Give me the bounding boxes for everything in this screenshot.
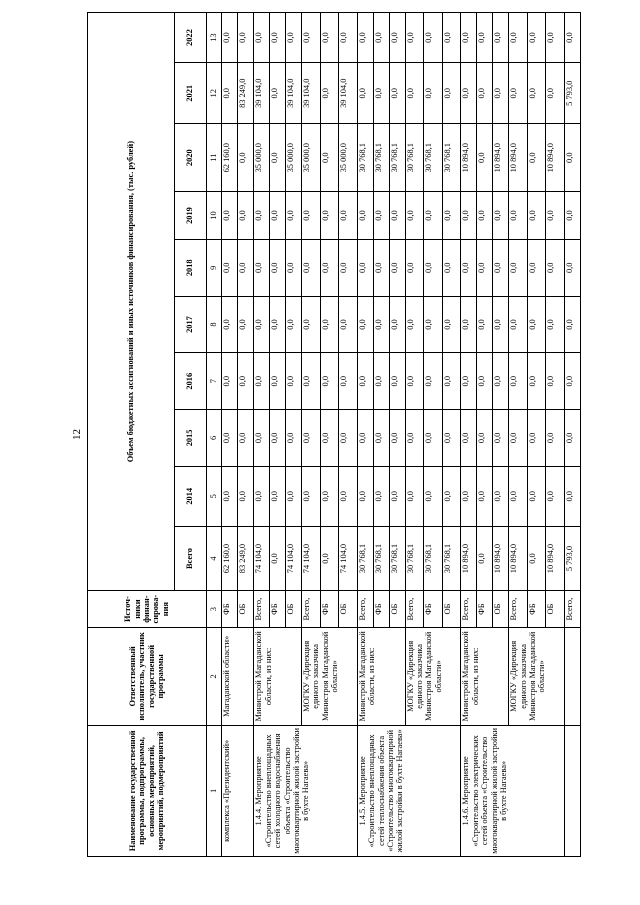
value-cell: 39 104,0: [339, 63, 358, 124]
value-cell: 0,0: [527, 124, 546, 192]
value-cell: 0,0: [302, 410, 321, 467]
index-cell: 11: [206, 124, 222, 192]
value-cell: 0,0: [527, 239, 546, 296]
value-cell: 0,0: [424, 466, 443, 526]
value-cell: 0,0: [389, 410, 405, 467]
value-cell: 10 894,0: [461, 124, 477, 192]
program-name: 1.4.5. Мероприятие «Строительство внеплощадных сетей теплоснабжения объекта «Строительство многоквартирной жилой застройки в бухте Нагаева»: [357, 725, 461, 856]
value-cell: 0,0: [424, 353, 443, 410]
value-cell: 0,0: [286, 13, 302, 63]
value-cell: 35 000,0: [254, 124, 270, 192]
value-cell: 39 104,0: [254, 63, 270, 124]
value-cell: 0,0: [302, 466, 321, 526]
value-cell: 0,0: [509, 239, 528, 296]
value-cell: 0,0: [509, 353, 528, 410]
value-cell: 74 104,0: [254, 526, 270, 590]
value-cell: 0,0: [442, 192, 461, 240]
value-cell: 10 894,0: [509, 124, 528, 192]
funding-source: ФБ: [270, 591, 286, 628]
value-cell: 5 793,0: [564, 526, 580, 590]
funding-table: [87, 12, 581, 857]
value-cell: 0,0: [389, 13, 405, 63]
value-cell: 0,0: [461, 296, 477, 353]
value-cell: 0,0: [222, 192, 238, 240]
value-cell: 0,0: [527, 192, 546, 240]
value-cell: 0,0: [270, 239, 286, 296]
value-cell: 0,0: [270, 124, 286, 192]
value-cell: 0,0: [461, 466, 477, 526]
value-cell: 0,0: [270, 353, 286, 410]
value-cell: 0,0: [357, 410, 373, 467]
value-cell: 0,0: [270, 63, 286, 124]
value-cell: 83 249,0: [238, 526, 254, 590]
value-cell: 0,0: [564, 410, 580, 467]
index-cell: 7: [206, 353, 222, 410]
index-cell: 8: [206, 296, 222, 353]
value-cell: 39 104,0: [302, 63, 321, 124]
value-cell: 0,0: [564, 466, 580, 526]
value-cell: 0,0: [461, 13, 477, 63]
value-cell: 0,0: [442, 353, 461, 410]
value-cell: 0,0: [461, 239, 477, 296]
value-cell: 0,0: [546, 63, 565, 124]
funding-source: ФБ: [477, 591, 493, 628]
funding-source: ОБ: [493, 591, 509, 628]
value-cell: 0,0: [527, 410, 546, 467]
value-cell: 0,0: [320, 13, 339, 63]
value-cell: 0,0: [222, 13, 238, 63]
value-cell: 0,0: [238, 13, 254, 63]
index-cell: 1: [206, 725, 222, 856]
value-cell: 0,0: [477, 296, 493, 353]
value-cell: 0,0: [222, 63, 238, 124]
program-name: 1.4.6. Мероприятие «Строительство электрических сетей объекта «Строительство многоквартирной жилой застройки в бухте Нагаева»: [461, 725, 565, 856]
funding-source: ФБ: [527, 591, 546, 628]
value-cell: 62 160,0: [222, 124, 238, 192]
responsible-executor: [564, 627, 580, 725]
value-cell: 0,0: [564, 192, 580, 240]
value-cell: 0,0: [389, 466, 405, 526]
funding-source: Всего,: [405, 591, 424, 628]
value-cell: 0,0: [320, 239, 339, 296]
value-cell: 0,0: [546, 353, 565, 410]
value-cell: 0,0: [238, 124, 254, 192]
value-cell: 0,0: [477, 410, 493, 467]
value-cell: 0,0: [320, 192, 339, 240]
value-cell: 0,0: [302, 13, 321, 63]
table-row: [222, 13, 238, 857]
value-cell: 0,0: [389, 239, 405, 296]
value-cell: 0,0: [254, 353, 270, 410]
rotated-page: [71, 12, 581, 857]
value-cell: 0,0: [461, 63, 477, 124]
value-cell: 0,0: [270, 13, 286, 63]
header-year: 2022: [174, 13, 206, 63]
value-cell: 0,0: [222, 239, 238, 296]
header-year: 2019: [174, 192, 206, 240]
funding-source: ФБ: [424, 591, 443, 628]
value-cell: 0,0: [373, 63, 389, 124]
funding-source: ОБ: [442, 591, 461, 628]
funding-source: ОБ: [238, 591, 254, 628]
value-cell: 30 768,1: [373, 526, 389, 590]
value-cell: 0,0: [320, 296, 339, 353]
value-cell: 0,0: [546, 13, 565, 63]
value-cell: 0,0: [254, 296, 270, 353]
header-volume: Объем бюджетных ассигнований и иных источников финансирования, (тыс. рублей): [88, 13, 175, 591]
value-cell: 0,0: [424, 410, 443, 467]
value-cell: 0,0: [320, 526, 339, 590]
program-name: 1.4.4. Мероприятие «Строительство внеплощадных сетей холодного водоснабжения объекта «Строительство многоквартирной жилой застройки в бухте Нагаева»: [254, 725, 358, 856]
value-cell: 0,0: [405, 239, 424, 296]
value-cell: 0,0: [509, 410, 528, 467]
value-cell: 0,0: [564, 296, 580, 353]
value-cell: 0,0: [389, 192, 405, 240]
funding-source: Всего,: [461, 591, 477, 628]
table-row: [357, 13, 373, 857]
value-cell: 0,0: [270, 192, 286, 240]
index-cell: 2: [206, 627, 222, 725]
responsible-executor: Министрой Магаданской области, из них:: [461, 627, 509, 725]
value-cell: 0,0: [320, 353, 339, 410]
value-cell: 39 104,0: [286, 63, 302, 124]
header-year: 2020: [174, 124, 206, 192]
value-cell: 0,0: [320, 124, 339, 192]
value-cell: 0,0: [527, 526, 546, 590]
value-cell: 0,0: [493, 63, 509, 124]
value-cell: 30 768,1: [389, 526, 405, 590]
value-cell: 0,0: [373, 239, 389, 296]
value-cell: 0,0: [442, 410, 461, 467]
index-cell: 4: [206, 526, 222, 590]
funding-source: Всего,: [302, 591, 321, 628]
value-cell: 0,0: [405, 410, 424, 467]
value-cell: 0,0: [477, 13, 493, 63]
value-cell: 0,0: [527, 466, 546, 526]
value-cell: 0,0: [405, 296, 424, 353]
value-cell: 0,0: [339, 192, 358, 240]
table-row: [254, 13, 270, 857]
value-cell: 0,0: [238, 353, 254, 410]
value-cell: 30 768,1: [357, 526, 373, 590]
value-cell: 0,0: [373, 13, 389, 63]
value-cell: 30 768,1: [405, 124, 424, 192]
value-cell: 10 894,0: [509, 526, 528, 590]
value-cell: 0,0: [222, 353, 238, 410]
index-cell: 6: [206, 410, 222, 467]
funding-source: ОБ: [389, 591, 405, 628]
value-cell: 0,0: [270, 526, 286, 590]
index-cell: 3: [206, 591, 222, 628]
program-name: [564, 725, 580, 856]
value-cell: 0,0: [461, 410, 477, 467]
value-cell: 0,0: [254, 410, 270, 467]
value-cell: 0,0: [527, 353, 546, 410]
value-cell: 10 894,0: [461, 526, 477, 590]
value-cell: 0,0: [477, 192, 493, 240]
value-cell: 83 249,0: [238, 63, 254, 124]
value-cell: 0,0: [222, 410, 238, 467]
value-cell: 0,0: [477, 353, 493, 410]
value-cell: 0,0: [564, 13, 580, 63]
value-cell: 0,0: [493, 192, 509, 240]
value-cell: 0,0: [405, 353, 424, 410]
header-year: 2018: [174, 239, 206, 296]
header-year: 2016: [174, 353, 206, 410]
value-cell: 0,0: [339, 466, 358, 526]
value-cell: 0,0: [424, 63, 443, 124]
value-cell: 30 768,1: [442, 124, 461, 192]
header-source: Источ-ники финан-сирова-ния: [88, 591, 207, 628]
value-cell: 0,0: [286, 353, 302, 410]
value-cell: 0,0: [357, 192, 373, 240]
value-cell: 0,0: [477, 466, 493, 526]
value-cell: 0,0: [320, 410, 339, 467]
value-cell: 0,0: [373, 192, 389, 240]
value-cell: 0,0: [357, 296, 373, 353]
value-cell: 0,0: [493, 466, 509, 526]
funding-source: Всего,: [509, 591, 528, 628]
value-cell: 0,0: [302, 296, 321, 353]
value-cell: 0,0: [546, 410, 565, 467]
value-cell: 0,0: [442, 239, 461, 296]
value-cell: 0,0: [493, 410, 509, 467]
funding-source: Всего,: [564, 591, 580, 628]
value-cell: 0,0: [442, 63, 461, 124]
value-cell: 0,0: [302, 353, 321, 410]
responsible-executor: Министрой Магаданской области, из них:: [254, 627, 302, 725]
funding-source: ФБ: [222, 591, 238, 628]
value-cell: 0,0: [509, 13, 528, 63]
value-cell: 0,0: [564, 239, 580, 296]
value-cell: 74 104,0: [286, 526, 302, 590]
value-cell: 0,0: [493, 296, 509, 353]
value-cell: 0,0: [339, 410, 358, 467]
value-cell: 30 768,1: [373, 124, 389, 192]
responsible-executor: МОГКУ «Дирекция единого заказчика Министроя Магаданской области»: [302, 627, 358, 725]
value-cell: 30 768,1: [357, 124, 373, 192]
responsible-executor: Министрой Магаданской области, из них:: [357, 627, 405, 725]
value-cell: 0,0: [493, 239, 509, 296]
value-cell: 0,0: [509, 192, 528, 240]
value-cell: 10 894,0: [546, 526, 565, 590]
value-cell: 0,0: [373, 353, 389, 410]
value-cell: 0,0: [286, 296, 302, 353]
value-cell: 0,0: [564, 353, 580, 410]
value-cell: 0,0: [357, 466, 373, 526]
value-cell: 35 000,0: [302, 124, 321, 192]
value-cell: 0,0: [270, 296, 286, 353]
value-cell: 10 894,0: [493, 124, 509, 192]
value-cell: 0,0: [546, 466, 565, 526]
header-year: Всего: [174, 526, 206, 590]
value-cell: 0,0: [461, 353, 477, 410]
value-cell: 0,0: [373, 466, 389, 526]
index-cell: 10: [206, 192, 222, 240]
value-cell: 0,0: [238, 239, 254, 296]
value-cell: 30 768,1: [389, 124, 405, 192]
value-cell: 0,0: [546, 239, 565, 296]
value-cell: 0,0: [564, 124, 580, 192]
value-cell: 0,0: [254, 13, 270, 63]
value-cell: 0,0: [461, 192, 477, 240]
header-year: 2015: [174, 410, 206, 467]
value-cell: 0,0: [373, 410, 389, 467]
value-cell: 0,0: [238, 466, 254, 526]
value-cell: 0,0: [302, 239, 321, 296]
program-name: комплекса «Президентский»: [222, 725, 254, 856]
value-cell: 0,0: [254, 466, 270, 526]
header-name: Наименование государственной программы, подпрограммы, основных мероприятий, мероприятий, подмероприятий: [88, 725, 207, 856]
value-cell: 0,0: [270, 466, 286, 526]
value-cell: 0,0: [442, 466, 461, 526]
responsible-executor: Магаданской области»: [222, 627, 254, 725]
value-cell: 10 894,0: [546, 124, 565, 192]
value-cell: 0,0: [509, 466, 528, 526]
value-cell: 0,0: [477, 124, 493, 192]
table-row: [461, 13, 477, 857]
value-cell: 0,0: [509, 296, 528, 353]
value-cell: 0,0: [389, 353, 405, 410]
value-cell: 0,0: [442, 296, 461, 353]
value-cell: 74 104,0: [302, 526, 321, 590]
index-cell: 5: [206, 466, 222, 526]
value-cell: 30 768,1: [442, 526, 461, 590]
value-cell: 35 000,0: [286, 124, 302, 192]
value-cell: 0,0: [527, 63, 546, 124]
responsible-executor: МОГКУ «Дирекция единого заказчика Министроя Магаданской области»: [405, 627, 461, 725]
value-cell: 0,0: [477, 63, 493, 124]
value-cell: 0,0: [339, 296, 358, 353]
table-row: [564, 13, 580, 857]
funding-source: Всего,: [357, 591, 373, 628]
value-cell: 0,0: [238, 410, 254, 467]
value-cell: 0,0: [527, 13, 546, 63]
funding-source: ОБ: [339, 591, 358, 628]
value-cell: 30 768,1: [424, 526, 443, 590]
value-cell: 0,0: [424, 192, 443, 240]
index-cell: 13: [206, 13, 222, 63]
value-cell: 0,0: [389, 296, 405, 353]
value-cell: 0,0: [270, 410, 286, 467]
value-cell: 0,0: [424, 239, 443, 296]
value-cell: 0,0: [546, 296, 565, 353]
value-cell: 0,0: [546, 192, 565, 240]
value-cell: 0,0: [493, 353, 509, 410]
value-cell: 0,0: [339, 13, 358, 63]
value-cell: 0,0: [286, 466, 302, 526]
value-cell: 0,0: [389, 63, 405, 124]
funding-source: Всего,: [254, 591, 270, 628]
value-cell: 0,0: [238, 296, 254, 353]
value-cell: 0,0: [222, 296, 238, 353]
value-cell: 0,0: [373, 296, 389, 353]
value-cell: 0,0: [254, 192, 270, 240]
value-cell: 0,0: [405, 192, 424, 240]
value-cell: 0,0: [477, 526, 493, 590]
funding-source: ОБ: [286, 591, 302, 628]
index-cell: 9: [206, 239, 222, 296]
funding-source: ФБ: [373, 591, 389, 628]
value-cell: 0,0: [286, 239, 302, 296]
funding-source: ОБ: [546, 591, 565, 628]
responsible-executor: МОГКУ «Дирекция единого заказчика Министроя Магаданской области»: [509, 627, 565, 725]
value-cell: 0,0: [357, 13, 373, 63]
value-cell: 10 894,0: [493, 526, 509, 590]
index-cell: 12: [206, 63, 222, 124]
value-cell: 0,0: [405, 13, 424, 63]
value-cell: 0,0: [424, 13, 443, 63]
value-cell: 0,0: [320, 466, 339, 526]
page-number: 12: [71, 429, 83, 440]
value-cell: 62 160,0: [222, 526, 238, 590]
value-cell: 0,0: [286, 192, 302, 240]
value-cell: 0,0: [493, 13, 509, 63]
value-cell: 74 104,0: [339, 526, 358, 590]
header-year: 2021: [174, 63, 206, 124]
value-cell: 0,0: [339, 353, 358, 410]
value-cell: 0,0: [238, 192, 254, 240]
value-cell: 0,0: [339, 239, 358, 296]
value-cell: 0,0: [286, 410, 302, 467]
value-cell: 0,0: [477, 239, 493, 296]
funding-source: ФБ: [320, 591, 339, 628]
value-cell: 0,0: [357, 353, 373, 410]
value-cell: 0,0: [357, 239, 373, 296]
header-year: 2014: [174, 466, 206, 526]
value-cell: 30 768,1: [424, 124, 443, 192]
header-responsible: Ответственный исполнитель, участник государственной программы: [88, 627, 207, 725]
value-cell: 5 793,0: [564, 63, 580, 124]
value-cell: 0,0: [424, 296, 443, 353]
value-cell: 0,0: [320, 63, 339, 124]
value-cell: 0,0: [357, 63, 373, 124]
value-cell: 35 000,0: [339, 124, 358, 192]
value-cell: 0,0: [302, 192, 321, 240]
value-cell: 0,0: [254, 239, 270, 296]
value-cell: 30 768,1: [405, 526, 424, 590]
value-cell: 0,0: [222, 466, 238, 526]
value-cell: 0,0: [509, 63, 528, 124]
value-cell: 0,0: [405, 466, 424, 526]
value-cell: 0,0: [442, 13, 461, 63]
header-year: 2017: [174, 296, 206, 353]
value-cell: 0,0: [405, 63, 424, 124]
value-cell: 0,0: [527, 296, 546, 353]
